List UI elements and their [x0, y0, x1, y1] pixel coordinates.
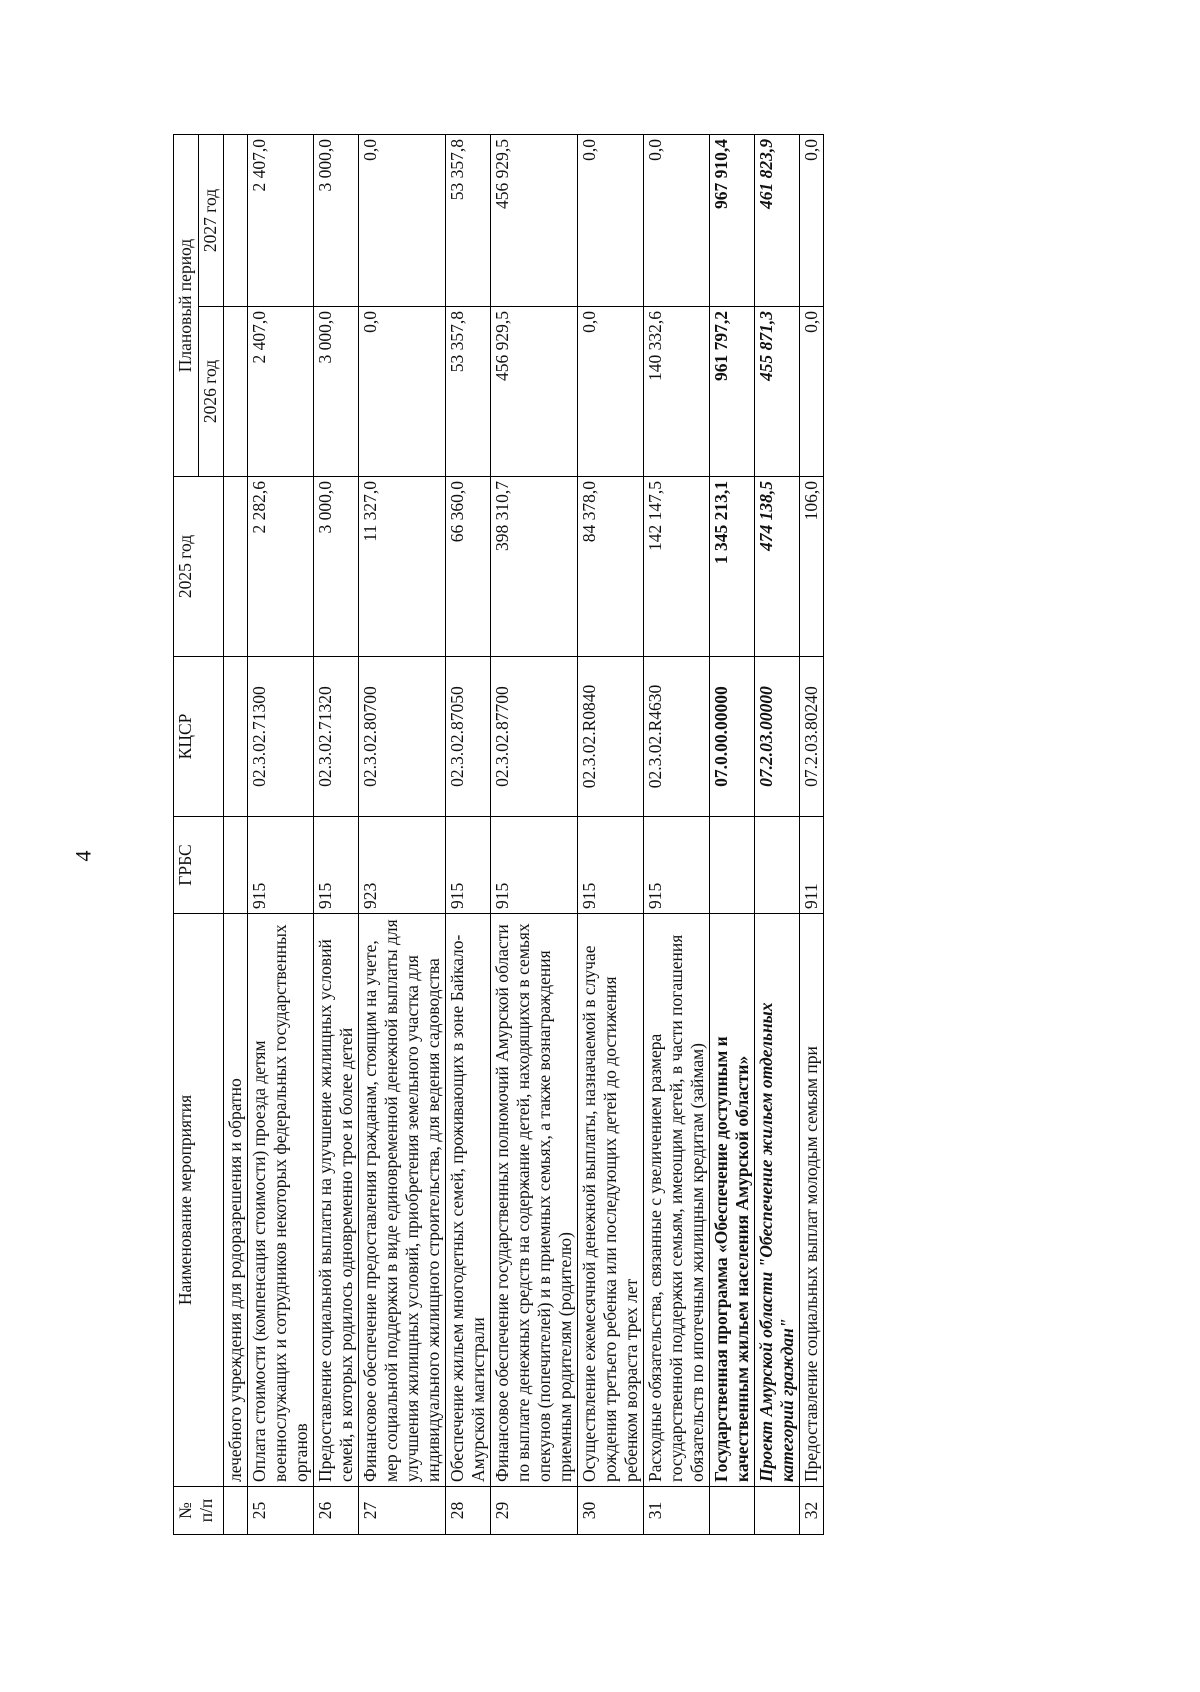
col-header-kcsr: КЦСР	[174, 657, 224, 817]
table-body	[224, 134, 824, 1534]
table-row-program-total	[710, 134, 755, 1534]
cell-kcsr: 02.3.02.R0840	[578, 657, 644, 817]
cell-num: 29	[491, 1487, 578, 1535]
cell-name: Предоставление социальной выплаты на улучшение жилищных условий семей, в которых родилось одновременно трое и более детей	[314, 914, 359, 1487]
cell-num: 26	[314, 1487, 359, 1535]
cell-name: Предоставление социальных выплат молодым семьям при	[800, 914, 824, 1487]
cell-grbs: 915	[491, 817, 578, 914]
cell-name: Проект Амурской области "Обеспечение жильем отдельных категорий граждан"	[755, 914, 800, 1487]
cell-2027: 0,0	[800, 134, 824, 306]
col-header-2027: 2027 год	[199, 134, 224, 306]
cell-grbs: 911	[800, 817, 824, 914]
cell-kcsr: 07.2.03.80240	[800, 657, 824, 817]
cell-2026: 3 000,0	[314, 307, 359, 477]
cell-2027: 0,0	[644, 134, 710, 306]
cell-kcsr: 07.2.03.00000	[755, 657, 800, 817]
num-line2: п/п	[196, 1498, 216, 1523]
col-header-2026: 2026 год	[199, 307, 224, 477]
cell-num	[710, 1487, 755, 1535]
cell-grbs: 915	[248, 817, 314, 914]
cell-name: Расходные обязательства, связанные с увеличением размера государственной поддержки семьям, имеющим детей, в части погашения обязательств по ипотечным жилищным кредитам (займам)	[644, 914, 710, 1487]
cell-name: Оплата стоимости (компенсация стоимости) проезда детям военнослужащих и сотрудников некоторых федеральных государственных органов	[248, 914, 314, 1487]
cell-2026: 140 332,6	[644, 307, 710, 477]
table-header	[174, 134, 224, 1534]
cell-2027	[224, 134, 248, 306]
rotated-table-container	[173, 135, 1200, 1535]
cell-2025: 84 378,0	[578, 477, 644, 657]
cell-2027: 0,0	[578, 134, 644, 306]
cell-grbs	[710, 817, 755, 914]
cell-name: Осуществление ежемесячной денежной выплаты, назначаемой в случае рождения третьего ребенка или последующих детей до достижения ребенком возраста трех лет	[578, 914, 644, 1487]
cell-2026: 0,0	[800, 307, 824, 477]
cell-num: 25	[248, 1487, 314, 1535]
cell-2026: 456 929,5	[491, 307, 578, 477]
cell-kcsr	[224, 657, 248, 817]
cell-num: 30	[578, 1487, 644, 1535]
cell-2027: 2 407,0	[248, 134, 314, 306]
cell-kcsr: 02.3.02.71320	[314, 657, 359, 817]
cell-2025: 3 000,0	[314, 477, 359, 657]
cell-kcsr: 02.3.02.71300	[248, 657, 314, 817]
cell-grbs: 915	[644, 817, 710, 914]
cell-2027: 53 357,8	[446, 134, 491, 306]
table-row	[578, 134, 644, 1534]
table-row	[314, 134, 359, 1534]
cell-2027: 967 910,4	[710, 134, 755, 306]
cell-kcsr: 02.3.02.87700	[491, 657, 578, 817]
cell-num: 32	[800, 1487, 824, 1535]
cell-kcsr: 02.3.02.87050	[446, 657, 491, 817]
table-row	[359, 134, 446, 1534]
cell-num	[224, 1487, 248, 1535]
cell-2025: 66 360,0	[446, 477, 491, 657]
col-header-grbs: ГРБС	[174, 817, 224, 914]
cell-2025: 2 282,6	[248, 477, 314, 657]
cell-2026: 0,0	[359, 307, 446, 477]
col-header-planned-period: Плановый период	[174, 134, 199, 476]
cell-2027: 3 000,0	[314, 134, 359, 306]
cell-grbs	[224, 817, 248, 914]
table-row	[491, 134, 578, 1534]
cell-2026: 961 797,2	[710, 307, 755, 477]
page-number: 4	[70, 850, 96, 862]
table-row	[248, 134, 314, 1534]
cell-name: Обеспечение жильем многодетных семей, проживающих в зоне Байкало-Амурской магистрали	[446, 914, 491, 1487]
col-header-2025: 2025 год	[174, 477, 224, 657]
cell-kcsr: 07.0.00.00000	[710, 657, 755, 817]
cell-grbs	[755, 817, 800, 914]
cell-2026: 2 407,0	[248, 307, 314, 477]
cell-name: Государственная программа «Обеспечение доступным и качественным жильем населения Амурской области»	[710, 914, 755, 1487]
cell-2026: 455 871,3	[755, 307, 800, 477]
table-row	[446, 134, 491, 1534]
cell-2025: 1 345 213,1	[710, 477, 755, 657]
table-row	[644, 134, 710, 1534]
cell-name: Финансовое обеспечение государственных полномочий Амурской области по выплате денежных средств на содержание детей, находящихся в семьях опекунов (попечителей) и в приемных семьях, а также вознаграждения приемным родителям (родителю)	[491, 914, 578, 1487]
col-header-name: Наименование мероприятия	[174, 914, 224, 1487]
cell-2025: 142 147,5	[644, 477, 710, 657]
num-line1: №	[175, 1502, 195, 1519]
cell-kcsr: 02.3.02.R4630	[644, 657, 710, 817]
table-row	[800, 134, 824, 1534]
cell-name: Финансовое обеспечение предоставления гражданам, стоящим на учете, мер социальной поддержки в виде единовременной денежной выплаты для улучшения жилищных условий, приобретения земельного участка для индивидуального жилищного строительства, для ведения садоводства	[359, 914, 446, 1487]
cell-num: 27	[359, 1487, 446, 1535]
cell-num: 28	[446, 1487, 491, 1535]
cell-grbs: 915	[446, 817, 491, 914]
cell-name: лечебного учреждения для родоразрешения и обратно	[224, 914, 248, 1487]
table-row	[224, 134, 248, 1534]
col-header-num	[174, 1487, 224, 1535]
cell-2025: 11 327,0	[359, 477, 446, 657]
cell-2025	[224, 477, 248, 657]
cell-grbs: 915	[314, 817, 359, 914]
cell-2027: 461 823,9	[755, 134, 800, 306]
cell-2027: 0,0	[359, 134, 446, 306]
table-row-project-total	[755, 134, 800, 1534]
cell-2025: 398 310,7	[491, 477, 578, 657]
cell-2025: 106,0	[800, 477, 824, 657]
cell-2026: 53 357,8	[446, 307, 491, 477]
cell-num	[755, 1487, 800, 1535]
cell-kcsr: 02.3.02.80700	[359, 657, 446, 817]
cell-grbs: 923	[359, 817, 446, 914]
cell-2027: 456 929,5	[491, 134, 578, 306]
cell-num: 31	[644, 1487, 710, 1535]
cell-2025: 474 138,5	[755, 477, 800, 657]
cell-2026: 0,0	[578, 307, 644, 477]
budget-table	[173, 134, 824, 1535]
cell-grbs: 915	[578, 817, 644, 914]
cell-2026	[224, 307, 248, 477]
